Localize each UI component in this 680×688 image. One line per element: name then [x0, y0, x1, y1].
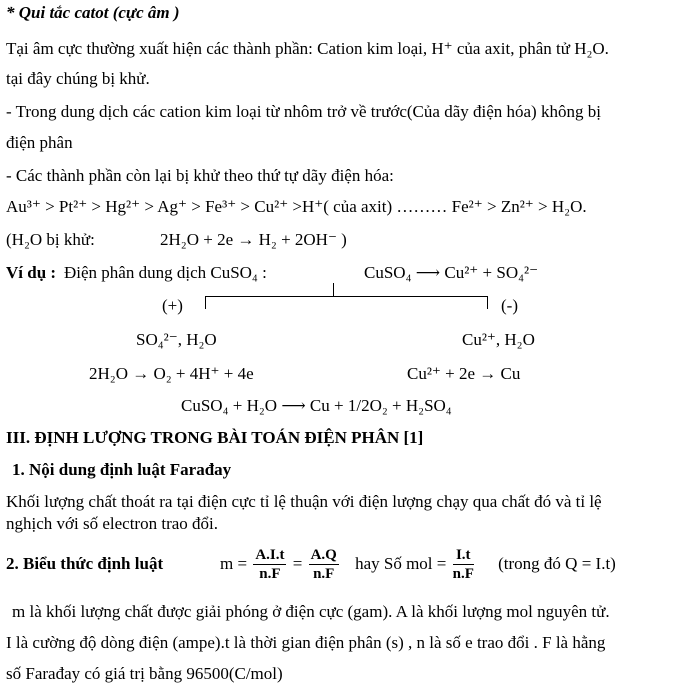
cathode-paragraph-3b: điện phân	[6, 133, 73, 152]
cathode-equation: Cu²⁺ + 2e → Cu	[407, 364, 521, 383]
definition-line-2: I là cường độ dòng điện (ampe).t là thời gian điện phân (s) , n là số e trao đổi . F là hằng	[6, 633, 606, 652]
formula-m: m =	[220, 553, 248, 573]
fraction-mass-2-den: n.F	[313, 566, 335, 582]
fraction-mass-2	[309, 548, 339, 582]
faraday-law-text-a: Khối lượng chất thoát ra tại điện cực tỉ lệ thuận với điện lượng chạy qua chất đó và tỉ lệ	[6, 492, 602, 511]
fraction-mass-1	[253, 548, 286, 582]
fraction-mol	[453, 548, 474, 582]
anode-sign: (+)	[162, 296, 183, 315]
formula-hay: hay Số mol =	[355, 553, 447, 573]
definition-line-3: số Farađay có giá trị bằng 96500(C/mol)	[6, 664, 283, 683]
cathode-paragraph-1: Tại âm cực thường xuất hiện các thành phần: Cation kim loại, H⁺ của axit, phân tử H₂O.	[6, 39, 609, 58]
water-reduction-equation: 2H₂O + 2e → H₂ + 2OH⁻ )	[160, 230, 347, 249]
diagram-stem	[333, 283, 334, 296]
definition-line-1: m là khối lượng chất được giải phóng ở điện cực (gam). A là khối lượng mol nguyên tử.	[12, 602, 610, 621]
example-text: Điện phân dung dịch CuSO₄ :	[64, 263, 267, 282]
cathode-paragraph-2: tại đây chúng bị khử.	[6, 69, 150, 88]
faraday-formula	[220, 548, 616, 582]
electrode-bracket	[205, 296, 488, 309]
cathode-paragraph-4: - Các thành phần còn lại bị khử theo thứ tự dãy điện hóa:	[6, 166, 394, 185]
formula-where: (trong đó Q = I.t)	[498, 553, 616, 573]
electrochemical-series: Au³⁺ > Pt²⁺ > Hg²⁺ > Ag⁺ > Fe³⁺ > Cu²⁺ >H⁺( của axit) ……… Fe²⁺ > Zn²⁺ > H₂O.	[6, 197, 587, 216]
cathode-sign: (-)	[501, 296, 518, 315]
fraction-mol-num: I.t	[453, 548, 474, 565]
cathode-species: Cu²⁺, H₂O	[462, 330, 535, 349]
example-label: Ví dụ :	[6, 263, 57, 282]
fraction-mass-1-den: n.F	[259, 566, 281, 582]
fraction-mass-2-num: A.Q	[310, 547, 337, 563]
overall-equation: CuSO₄ + H₂O ⟶ Cu + 1/2O₂ + H₂SO₄	[181, 396, 452, 415]
dissociation-equation: CuSO₄ ⟶ Cu²⁺ + SO₄²⁻	[364, 263, 539, 282]
fraction-mass-1-num: A.I.t	[255, 547, 285, 563]
cathode-rule-heading: * Qui tắc catot (cực âm )	[6, 3, 180, 22]
formula-equals: =	[292, 553, 303, 573]
cathode-paragraph-3a: - Trong dung dịch các cation kim loại từ nhôm trở về trước(Của dãy điện hóa) không bị	[6, 102, 601, 121]
faraday-law-text-b: nghịch với số electron trao đổi.	[6, 514, 218, 533]
section-iii-heading: III. ĐỊNH LƯỢNG TRONG BÀI TOÁN ĐIỆN PHÂN [1]	[6, 428, 424, 447]
anode-species: SO₄²⁻, H₂O	[136, 330, 217, 349]
water-reduction-label: (H₂O bị khử:	[6, 230, 95, 249]
formula-heading: 2. Biểu thức định luật	[6, 554, 164, 573]
fraction-mol-den: n.F	[452, 566, 474, 582]
anode-equation: 2H₂O → O₂ + 4H⁺ + 4e	[89, 364, 254, 383]
faraday-law-heading: 1. Nội dung định luật Farađay	[12, 460, 232, 479]
